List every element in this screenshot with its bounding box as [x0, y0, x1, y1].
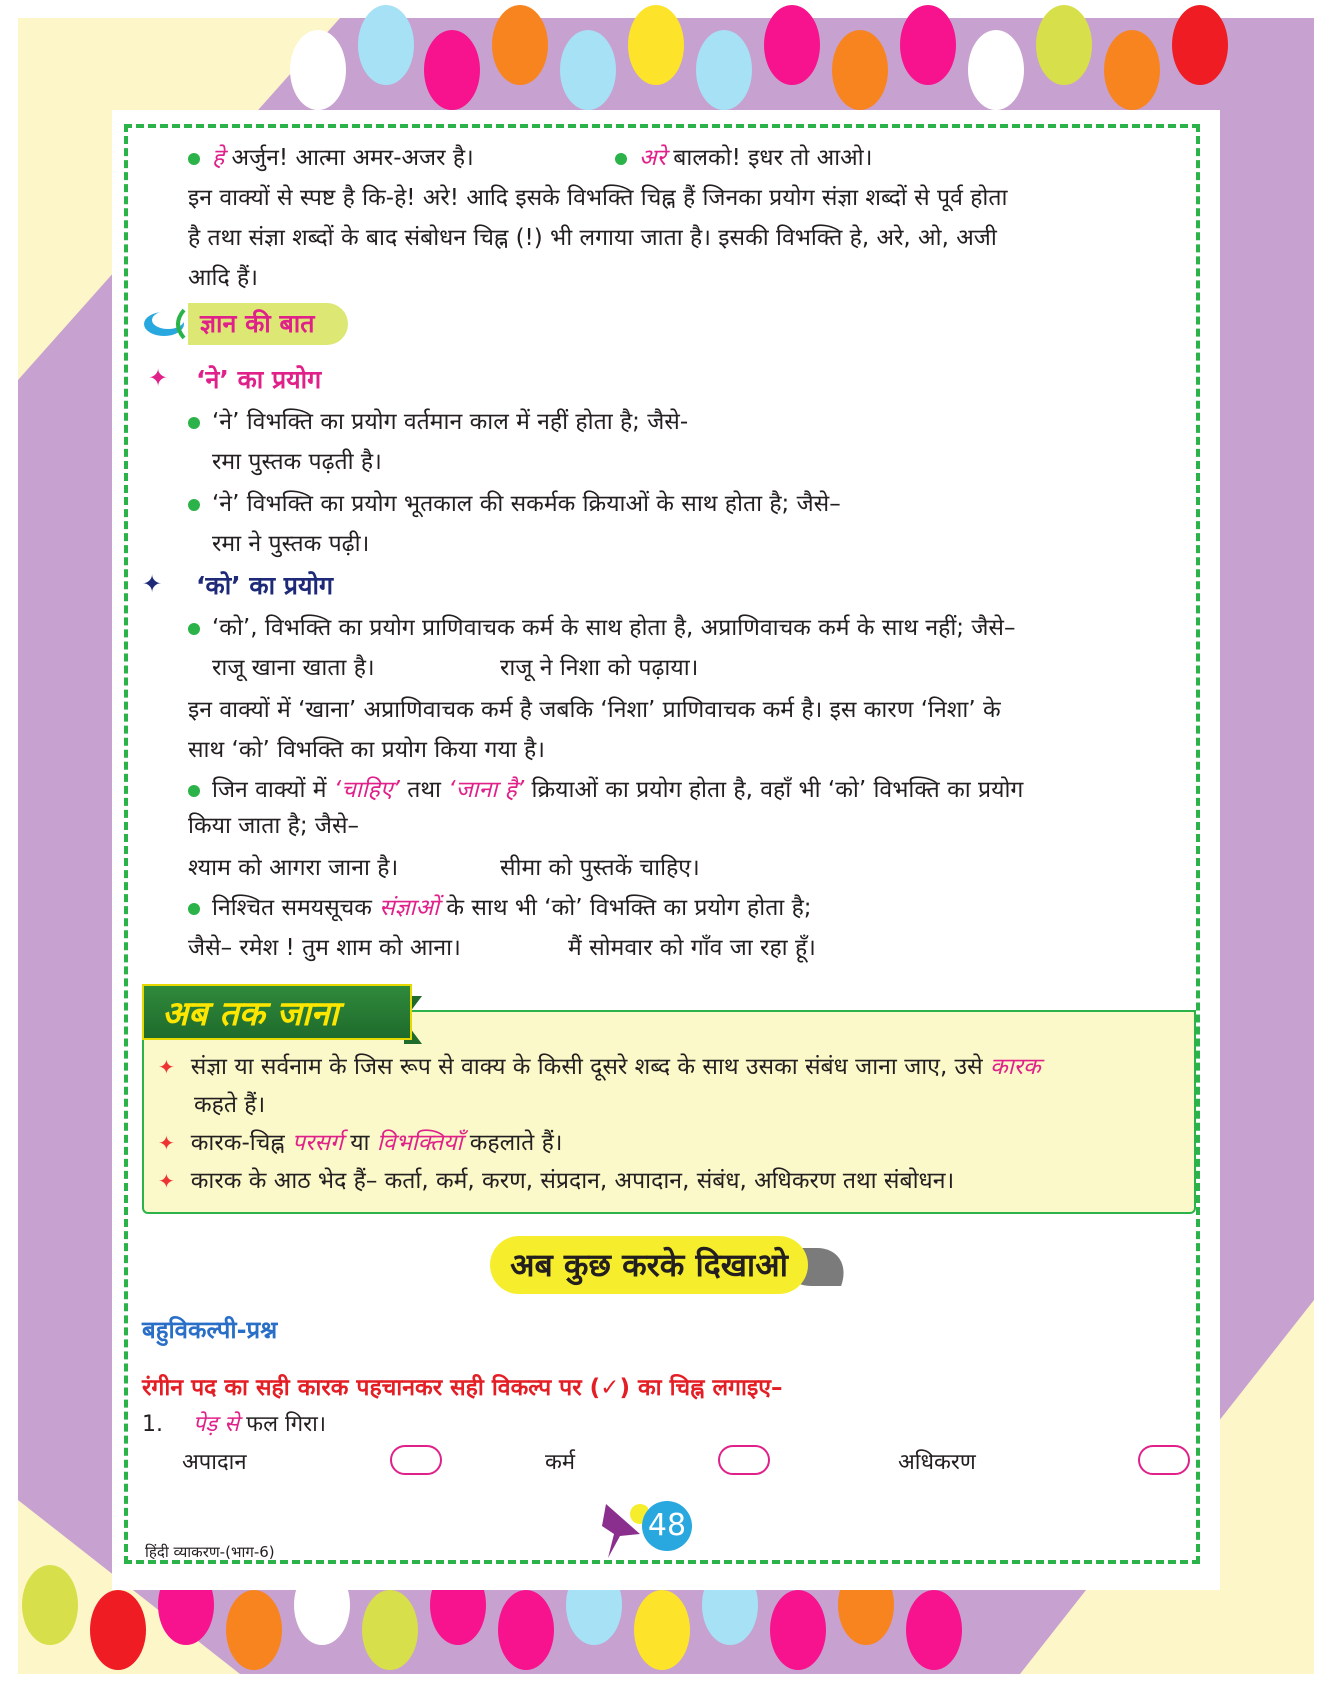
bullet-icon — [188, 785, 200, 797]
knowledge-heading: ज्ञान की बात — [188, 303, 348, 345]
bullet-icon — [188, 153, 200, 165]
activity-banner: अब कुछ करके दिखाओ — [490, 1236, 808, 1294]
ko-example-3a: जैसे– रमेश ! तुम शाम को आना। — [188, 935, 461, 961]
ne-heading: ‘ने’ का प्रयोग — [196, 365, 322, 394]
page-number: 48 — [642, 1501, 692, 1551]
star-icon: ✦ — [142, 570, 163, 598]
star-icon: ✦ — [158, 1055, 175, 1079]
book-title: हिंदी व्याकरण-(भाग-6) — [145, 1543, 275, 1561]
question-1: 1. पेड़ से फल गिरा। — [142, 1412, 327, 1437]
option-karm-checkbox[interactable] — [718, 1445, 770, 1475]
ko-paragraph: इन वाक्यों में ‘खाना’ अप्राणिवाचक कर्म है जबकि ‘निशा’ प्राणिवाचक कर्म है। इस कारण ‘निशा’ के साथ ‘को’ विभक्ति का प्रयोग किया गया है। — [188, 697, 1001, 763]
summary-item-1-line-2: कहते हैं। — [194, 1092, 266, 1118]
intro-paragraph: इन वाक्यों से स्पष्ट है कि-हे! अरे! आदि इसके विभक्ति चिह्न हैं जिनका प्रयोग संज्ञा शब्दों से पूर्व होता है तथा संज्ञा शब्दों के बाद संबोधन चिह्न (!) भी लगाया जाता है। इसकी विभक्ति हे, अरे, ओ, अजी आदि हैं। — [188, 185, 1008, 291]
bullet-icon — [188, 417, 200, 429]
star-icon: ✦ — [158, 1169, 175, 1193]
star-pointer-icon — [600, 1500, 648, 1560]
ko-example-2a: श्याम को आगरा जाना है। — [188, 855, 399, 881]
highlight-word: अरे — [639, 145, 666, 171]
ne-point-2: ‘ने’ विभक्ति का प्रयोग भूतकाल की सकर्मक क्रियाओं के साथ होता है; जैसे– — [188, 484, 841, 524]
highlight-word: हे — [212, 145, 225, 171]
example-are: अरे बालको! इधर तो आओ। — [615, 138, 872, 178]
summary-item-2: ✦ कारक-चिह्न परसर्ग या विभक्तियाँ कहलाते हैं। — [158, 1130, 563, 1156]
star-icon: ✦ — [158, 1131, 175, 1155]
star-icon: ✦ — [148, 364, 169, 392]
ko-example-1a: राजू खाना खाता है। — [212, 655, 375, 681]
option-karm-label: कर्म — [545, 1450, 576, 1475]
ko-point-2-line-2: किया जाता है; जैसे– — [188, 813, 360, 839]
ko-point-3: निश्चित समयसूचक संज्ञाओं के साथ भी ‘को’ विभक्ति का प्रयोग होता है; — [188, 888, 812, 928]
ko-example-2b: सीमा को पुस्तकें चाहिए। — [500, 855, 700, 881]
summary-banner: अब तक जाना — [142, 984, 412, 1040]
ne-example-1: रमा पुस्तक पढ़ती है। — [212, 449, 382, 475]
ko-example-3b: मैं सोमवार को गाँव जा रहा हूँ। — [568, 935, 816, 961]
ko-point-1: ‘को’, विभक्ति का प्रयोग प्राणिवाचक कर्म के साथ होता है, अप्राणिवाचक कर्म के साथ नहीं; जैसे– — [188, 608, 1015, 648]
bullet-icon — [615, 153, 627, 165]
summary-item-3: ✦ कारक के आठ भेद हैं– कर्ता, कर्म, करण, संप्रदान, अपादान, संबंध, अधिकरण तथा संबोधन। — [158, 1168, 955, 1194]
option-apadan-label: अपादान — [182, 1450, 247, 1475]
ne-example-2: रमा ने पुस्तक पढ़ी। — [212, 531, 370, 557]
bullet-icon — [188, 623, 200, 635]
ko-heading: ‘को’ का प्रयोग — [196, 571, 334, 600]
example-he: हे अर्जुन! आत्मा अमर-अजर है। — [188, 138, 474, 178]
option-adhikaran-checkbox[interactable] — [1138, 1445, 1190, 1475]
bullet-icon — [188, 903, 200, 915]
bullet-icon — [188, 499, 200, 511]
option-adhikaran-label: अधिकरण — [898, 1450, 976, 1475]
summary-item-1: ✦ संज्ञा या सर्वनाम के जिस रूप से वाक्य के किसी दूसरे शब्द के साथ उसका संबंध जाना जाए, उसे कारक — [158, 1054, 1041, 1080]
instruction: रंगीन पद का सही कारक पहचानकर सही विकल्प पर (✓) का चिह्न लगाइए– — [142, 1375, 783, 1401]
ne-point-1: ‘ने’ विभक्ति का प्रयोग वर्तमान काल में नहीं होता है; जैसे- — [188, 402, 688, 442]
option-apadan-checkbox[interactable] — [390, 1445, 442, 1475]
ko-point-2: जिन वाक्यों में ‘चाहिए’ तथा ‘जाना है’ क्रियाओं का प्रयोग होता है, वहाँ भी ‘को’ विभक्ति का प्रयोग — [188, 770, 1023, 810]
ko-example-1b: राजू ने निशा को पढ़ाया। — [500, 655, 699, 681]
mcq-title: बहुविकल्पी-प्रश्न — [142, 1316, 278, 1344]
